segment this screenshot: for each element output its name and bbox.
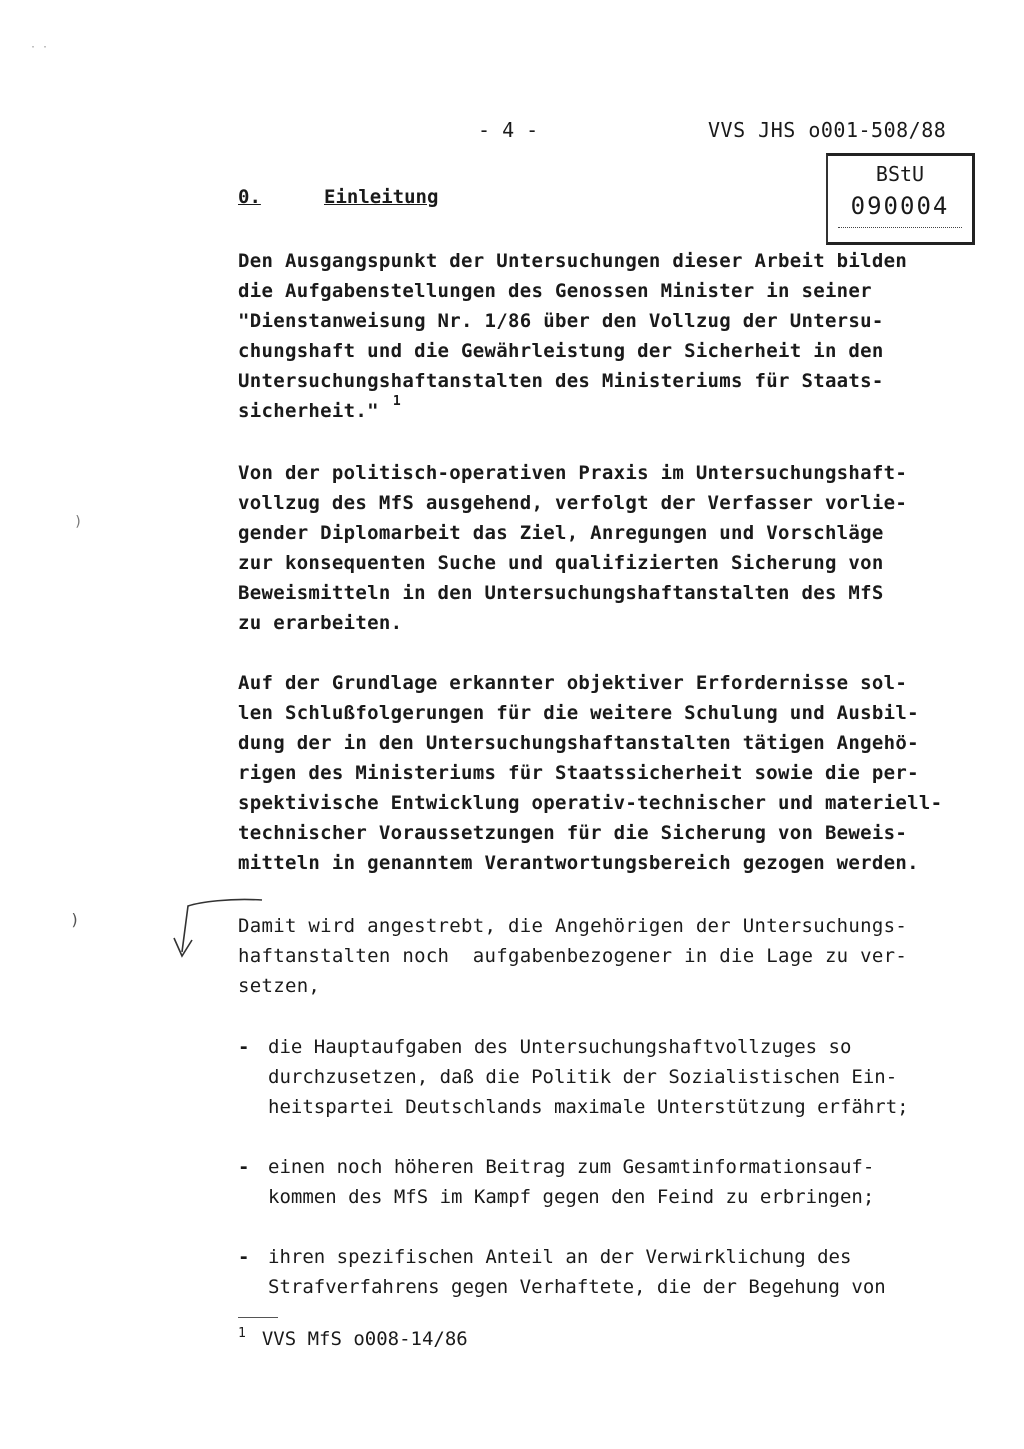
- paragraph-1: [238, 246, 907, 429]
- bullet-list: [238, 1032, 909, 1332]
- paragraph-3: Auf der Grundlage erkannter objektiver Erfordernisse sol- len Schlußfolgerungen für die weitere Schulung und Ausbil- dung der in den Untersuchungshaftanstalten tätigen Angehö- rigen des Ministeriums für Staatssicherheit sowie die per- spektivische Entwicklung operativ-technischer und materiell- technischer Voraussetzungen für die Sicherung von Beweis- mitteln in genanntem Verantwortungsbereich gezogen werden.: [238, 672, 943, 874]
- footnote-reference: 1: [392, 394, 402, 409]
- margin-mark: ): [74, 514, 83, 530]
- bullet-marker: -: [238, 1156, 250, 1178]
- bullet-marker: -: [238, 1246, 250, 1268]
- section-number: 0.: [238, 186, 261, 208]
- list-item-text: die Hauptaufgaben des Untersuchungshaftvollzuges so durchzusetzen, daß die Politik der Sozialistischen Ein- heitspartei Deutschlands maximale Unterstützung erfährt;: [268, 1036, 909, 1118]
- paragraph-2: Von der politisch-operativen Praxis im Untersuchungshaft- vollzug des MfS ausgehend, verfolgt der Verfasser vorlie- gender Diplomarbeit das Ziel, Anregungen und Vorschläge zur konsequenten Suche und qualifizierten Sicherung von Beweismitteln in den Untersuchungshaftanstalten des MfS zu erarbeiten.: [238, 462, 908, 634]
- stamp-label: BStU: [875, 162, 925, 186]
- paragraph-1-text: Den Ausgangspunkt der Untersuchungen dieser Arbeit bilden die Aufgabenstellungen des Genossen Minister in seiner "Dienstanweisung Nr. 1/86 über den Vollzug der Untersu- chungshaft und die Gewährleistung der Sicherheit in den Untersuchungshaftanstalten des Ministeriums für Staats- sicherheit.": [238, 250, 908, 422]
- footnote: [238, 1328, 468, 1350]
- stamp-number: 090004: [850, 192, 950, 220]
- document-reference: VVS JHS o001-508/88: [708, 118, 947, 142]
- section-heading: [238, 186, 438, 208]
- footnote-text: VVS MfS o008-14/86: [261, 1328, 468, 1350]
- section-title: Einleitung: [324, 186, 439, 208]
- page-number: - 4 -: [478, 118, 539, 142]
- list-item-text: einen noch höheren Beitrag zum Gesamtinformationsauf- kommen des MfS im Kampf gegen den Feind zu erbringen;: [268, 1156, 875, 1208]
- margin-mark: ): [70, 910, 80, 929]
- footnote-mark: 1: [238, 1326, 246, 1341]
- scan-artifact: · ·: [30, 42, 49, 53]
- stamp-dotted-line: [838, 227, 962, 228]
- list-item: [238, 1032, 909, 1122]
- list-item: [238, 1152, 909, 1212]
- archive-stamp: [826, 153, 975, 245]
- list-item-text: ihren spezifischen Anteil an der Verwirklichung des Strafverfahrens gegen Verhaftete, die der Begehung von: [268, 1246, 886, 1298]
- handwritten-arrow-icon: [170, 892, 270, 972]
- list-item: [238, 1242, 909, 1302]
- paragraph-4: Damit wird angestrebt, die Angehörigen der Untersuchungs- haftanstalten noch aufgabenbezogener in die Lage zu ver- setzen,: [238, 915, 908, 997]
- footnote-separator: [238, 1317, 278, 1318]
- bullet-marker: -: [238, 1036, 250, 1058]
